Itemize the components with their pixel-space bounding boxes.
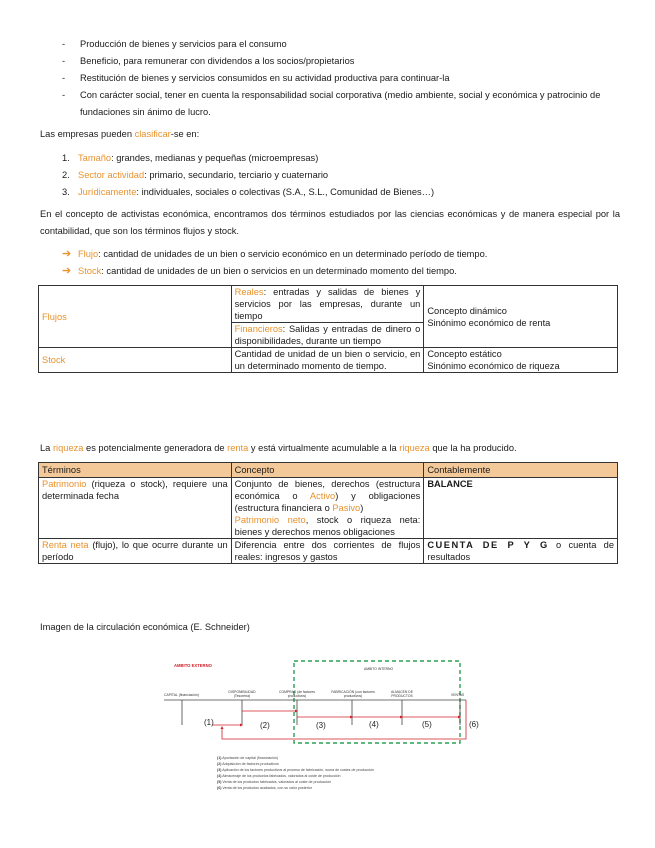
concept-paragraph: En el concepto de activistas económica, encontramos dos términos estudiados por las ciencias económicas y de manera especial por la contabilidad, que son los términos flujos y stock. [40, 209, 620, 236]
ambito-interno-label: AMBITO INTERNO [364, 667, 394, 671]
arrow-right-icon: ➔ [62, 265, 72, 277]
ambito-externo-label: AMBITO EXTERNO [174, 663, 212, 668]
image-caption: Imagen de la circulación económica (E. Schneider) [40, 622, 250, 632]
table-header-row [39, 463, 618, 478]
text: : cantidad de unidades de un bien o servicios en un determinado momento del tiempo. [101, 266, 457, 276]
list-number: 2. [62, 170, 70, 180]
diagram-label: COMPRAS (de factores productivos) [279, 690, 315, 698]
text: : individuales, sociales o colectivas (S.A., S.L., Comunidad de Bienes…) [136, 187, 435, 197]
highlight-word: Flujo [78, 249, 99, 259]
table-row [39, 539, 618, 564]
table-cell [231, 286, 424, 323]
table-cell: Conjunto de bienes, derechos (estructura económica o Activo) y obligaciones (estructura financiera o Pasivo) Patrimonio neto, stock o riqueza neta: bienes y derechos menos obligaciones [231, 478, 424, 539]
riqueza-paragraph: La riqueza es potencialmente generadora de renta y está virtualmente acumulable a la riqueza que la ha producido. [40, 443, 517, 453]
list-item-text: Restitución de bienes y servicios consumidos en su actividad productiva para continuar-la [80, 73, 450, 83]
text: : cantidad de unidades de un bien o servicio económico en un determinado período de tiempo. [98, 249, 488, 259]
list-number: 1. [62, 153, 70, 163]
diagram-label: ALMACEN DE PRODUCTOS [390, 690, 414, 698]
table-row [39, 478, 618, 539]
table-cell: BALANCE [424, 478, 618, 539]
highlight-word: Jurídicamente [78, 187, 137, 197]
legend-item: (2) Adquisición de factores productivos [217, 762, 279, 766]
arrow-right-icon: ➔ [62, 248, 72, 260]
highlight-word: Sector actividad [78, 170, 145, 180]
highlight-word: Stock [78, 266, 102, 276]
column-header: Contablemente [424, 463, 618, 478]
highlight-word: Financieros [234, 324, 283, 334]
classify-paragraph [40, 128, 620, 141]
table-cell [424, 348, 618, 373]
economic-circulation-diagram [160, 655, 500, 815]
column-header: Concepto [231, 463, 424, 478]
list-item-text: Beneficio, para remunerar con dividendos a los socios/propietarios [80, 56, 355, 66]
step-number: (2) [260, 721, 270, 730]
text: : grandes, medianas y pequeñas (microempresas) [111, 153, 319, 163]
table-cell [39, 286, 232, 348]
list-item-text: Producción de bienes y servicios para el consumo [80, 39, 287, 49]
list-number: 3. [62, 187, 70, 197]
dash-icon: - [62, 73, 66, 83]
flujos-stock-table [38, 285, 618, 373]
table-cell: Diferencia entre dos corrientes de flujos reales: ingresos y gastos [231, 539, 424, 564]
text: : primario, secundario, terciario y cuaternario [144, 170, 329, 180]
step-number: (3) [316, 721, 326, 730]
text: Concepto dinámico [427, 305, 507, 316]
text: Sinónimo económico de riqueza [427, 361, 560, 371]
legend-item: (5) Venta de los productos fabricados, valorados al coste de producción [217, 780, 332, 784]
dash-icon: - [62, 39, 66, 49]
legend-item: (3) Aplicación de los factores productivos al proceso de fabricación, suma de costes de producción [217, 768, 375, 772]
step-number: (4) [369, 720, 379, 729]
patrimonio-table [38, 462, 618, 564]
diagram-label: VENTAS [451, 693, 465, 697]
text: Las empresas pueden [40, 129, 135, 139]
list-item-text: Con carácter social, tener en cuenta la responsabilidad social corporativa (medio ambiente, social y económica y patrocinio de fundaciones sin ánimo de lucro. [80, 90, 601, 117]
diagram-label: FABRICACIÓN (con factores productivos) [331, 690, 375, 698]
highlight-word: clasificar [134, 129, 171, 139]
table-row [39, 348, 618, 373]
table-cell: Cantidad de unidad de un bien o servicio, en un determinado momento de tiempo. [231, 348, 424, 373]
diagram-label: CAPITAL (financiación) [164, 693, 199, 697]
diagram-graphic [160, 655, 500, 815]
diagram-label: DISPONIBILIDAD (Tesorería) [228, 690, 256, 698]
table-row [39, 286, 618, 323]
highlight-word: Stock [42, 355, 66, 365]
legend-item: (6) Venta de los productos acabados, con su valor posterior [217, 786, 312, 790]
step-number: (5) [422, 720, 432, 729]
dash-icon: - [62, 90, 66, 100]
legend-item: (1) Aportación de capital (financiación) [217, 756, 279, 760]
highlight-word: Reales [234, 287, 264, 297]
step-number: (6) [469, 720, 479, 729]
step-number: (1) [204, 718, 214, 727]
highlight-word: Tamaño [78, 153, 112, 163]
table-cell: Renta neta (flujo), lo que ocurre durante un período [39, 539, 232, 564]
text: Sinónimo económico de renta [427, 317, 551, 328]
text: Concepto estático [427, 349, 502, 359]
dash-icon: - [62, 56, 66, 66]
column-header: Términos [39, 463, 232, 478]
highlight-word: Flujos [42, 311, 67, 322]
diagram-legend [217, 755, 374, 791]
text: : Salidas y entradas de dinero o disponibilidades, durante un tiempo [234, 324, 421, 346]
text: -se en: [170, 129, 200, 139]
table-cell: Patrimonio (riqueza o stock), requiere una determinada fecha [39, 478, 232, 539]
table-cell [424, 286, 618, 348]
legend-item: (4) Almacenaje de los productos fabricados, valorados al coste de producción [217, 774, 341, 778]
table-cell: CUENTA DE P Y G o cuenta de resultados [424, 539, 618, 564]
table-cell [231, 323, 424, 348]
text: : entradas y salidas de bienes y servicios por las empresas, durante un tiempo [234, 287, 421, 321]
table-cell [39, 348, 232, 373]
